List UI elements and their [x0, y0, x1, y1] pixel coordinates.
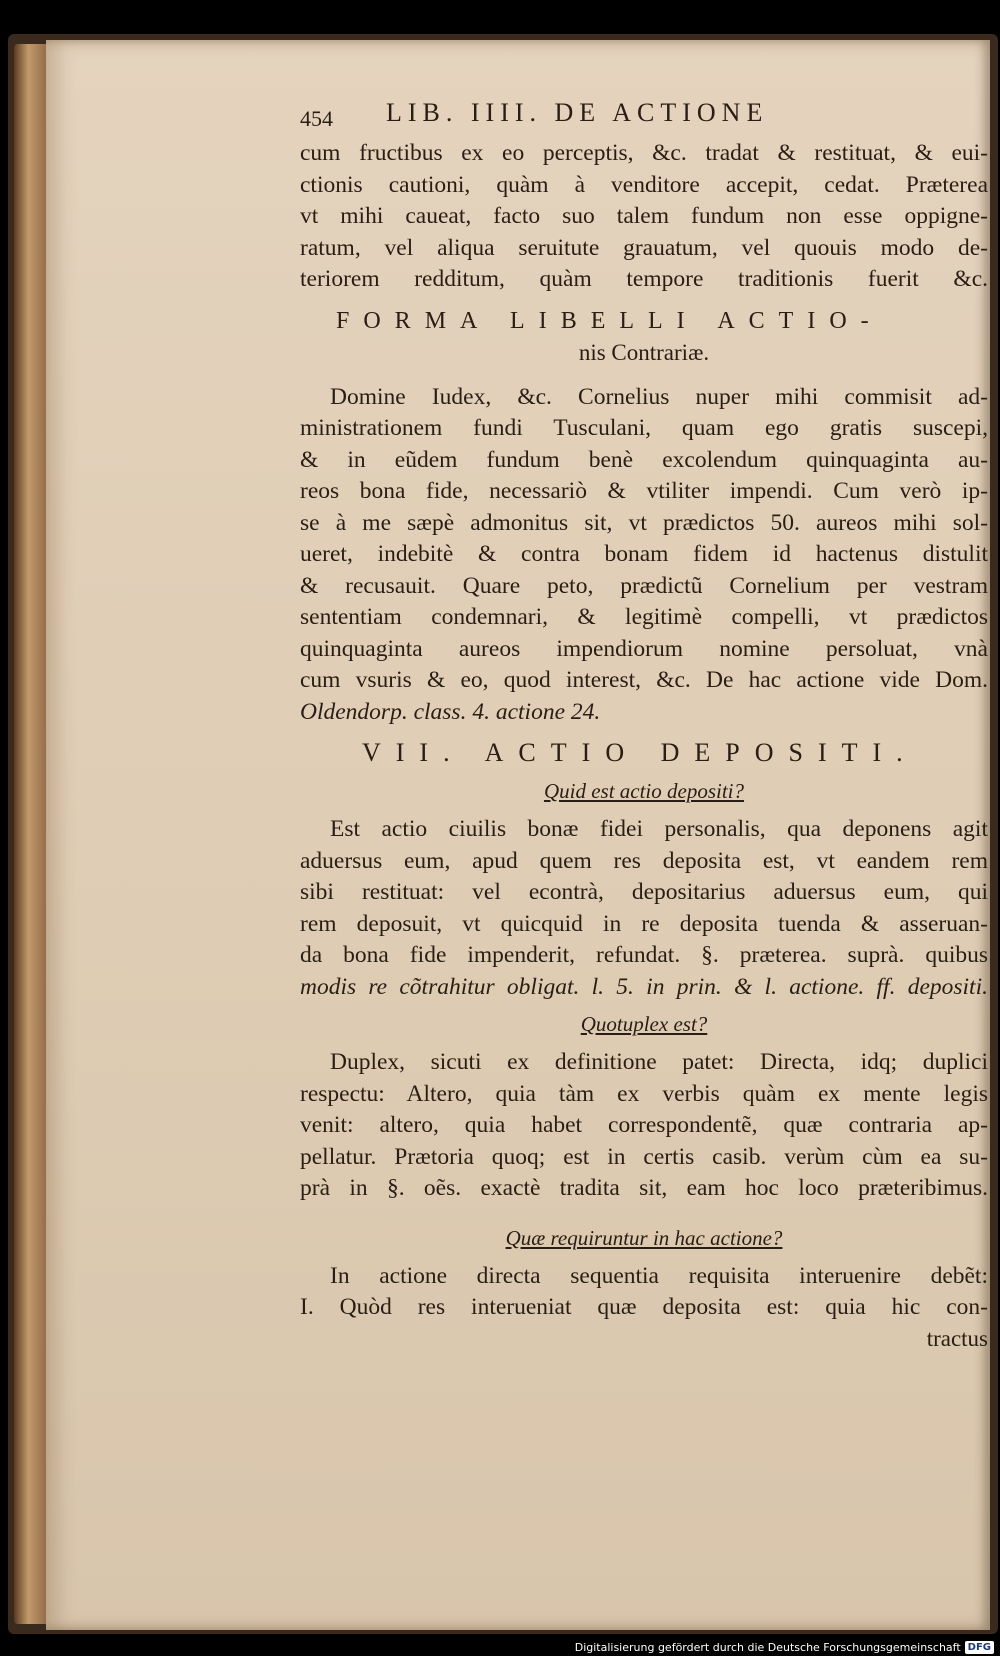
question-heading: Quæ requiruntur in hac actione? — [505, 1225, 783, 1250]
text-line: ctionis cautioni, quàm à venditore accepit, cedat. Præterea — [300, 171, 988, 198]
text-line: & in eũdem fundum benè excolendum quinquaginta au- — [300, 446, 988, 473]
question-heading: Quotuplex est? — [580, 1012, 708, 1036]
text-line: sibi restituat: vel econtrà, depositarius aduersus eum, qui — [300, 879, 988, 905]
section-heading: VII. ACTIO DEPOSITI. — [362, 738, 918, 767]
text-line: venit: altero, quia habet correspondentẽ, quæ contraria ap- — [300, 1112, 988, 1138]
text-line: ministrationem fundi Tusculani, quam ego gratis suscepi, — [300, 415, 988, 441]
text-line: se à me sæpè admonitus sit, vt prædictos 50. aureos mihi sol- — [300, 509, 988, 536]
paragraph-5 — [300, 1261, 988, 1324]
text-line: ratum, vel aliqua seruitute grauatum, vel quouis modo de- — [300, 234, 988, 261]
page-number: 454 — [300, 106, 333, 131]
text-line: cum vsuris & eo, quod interest, &c. De hac actione vide Dom. — [300, 667, 988, 693]
question-heading: Quid est actio depositi? — [543, 779, 745, 803]
text-line: pellatur. Prætoria quoq; est in certis casib. verùm cùm ea su- — [300, 1143, 988, 1170]
text-line: respectu: Altero, quia tàm ex verbis quàm ex mente legis — [300, 1080, 988, 1107]
digitization-credit — [575, 1641, 994, 1654]
page-text — [300, 98, 988, 1354]
credit-text: Digitalisierung gefördert durch die Deutsche Forschungsgemeinschaft — [574, 1641, 961, 1654]
text-line: quinquaginta aureos impendiorum nomine persoluat, vnà — [300, 635, 988, 662]
paragraph-3 — [300, 814, 988, 1003]
text-line: sententiam condemnari, & legitimè compelli, vt prædictos — [300, 604, 988, 630]
forma-subheading: nis Contrariæ. — [578, 339, 710, 365]
paragraph-4 — [300, 1047, 988, 1205]
forma-heading: FORMA LIBELLI ACTIO- — [336, 307, 883, 334]
text-line: & recusauit. Quare peto, prædictũ Cornelium per vestram — [300, 572, 988, 599]
text-line: modis re cõtrahitur obligat. l. 5. in prin. & l. actione. ff. depositi. — [300, 973, 988, 1000]
text-line: Duplex, sicuti ex definitione patet: Directa, idq; duplici — [330, 1049, 988, 1075]
text-line: ueret, indebitè & contra bonam fidem id hactenus distulit — [300, 541, 988, 567]
text-line: teriorem redditum, quàm tempore traditionis fuerit &c. — [300, 266, 988, 292]
text-line: reos bona fide, necessariò & vtiliter impendi. Cum verò ip- — [300, 478, 988, 504]
text-line: I. Quòd res interueniat quæ deposita est: quia hic con- — [300, 1294, 988, 1320]
book-page-edges — [14, 44, 50, 1624]
text-line: In actione directa sequentia requisita interuenire debẽt: — [330, 1262, 988, 1289]
page-header — [300, 98, 988, 138]
text-line: prà in §. oẽs. exactè tradita sit, eam hoc loco præteribimus. — [300, 1175, 988, 1201]
catchword: tractus — [926, 1325, 988, 1351]
text-line: Oldendorp. class. 4. actione 24. — [300, 698, 601, 725]
text-line: rem deposuit, vt quicquid in re deposita tuenda & asseruan- — [300, 910, 988, 937]
text-line: aduersus eum, apud quem res deposita est, vt eandem rem — [300, 847, 988, 874]
paragraph-2 — [300, 382, 988, 729]
text-line: vt mihi caueat, facto suo talem fundum non esse oppigne- — [300, 203, 988, 229]
text-line: Est actio ciuilis bonæ fidei personalis, qua deponens agit — [330, 816, 988, 842]
text-line: cum fructibus ex eo perceptis, &c. tradat & restituat, & eui- — [300, 140, 988, 166]
text-line: Domine Iudex, &c. Cornelius nuper mihi commisit ad- — [330, 383, 988, 410]
dfg-logo: DFG — [965, 1641, 994, 1654]
text-line: da bona fide impenderit, refundat. §. præterea. suprà. quibus — [300, 942, 988, 968]
paragraph-1 — [300, 138, 988, 296]
running-head: LIB. IIII. DE ACTIONE — [386, 98, 769, 127]
